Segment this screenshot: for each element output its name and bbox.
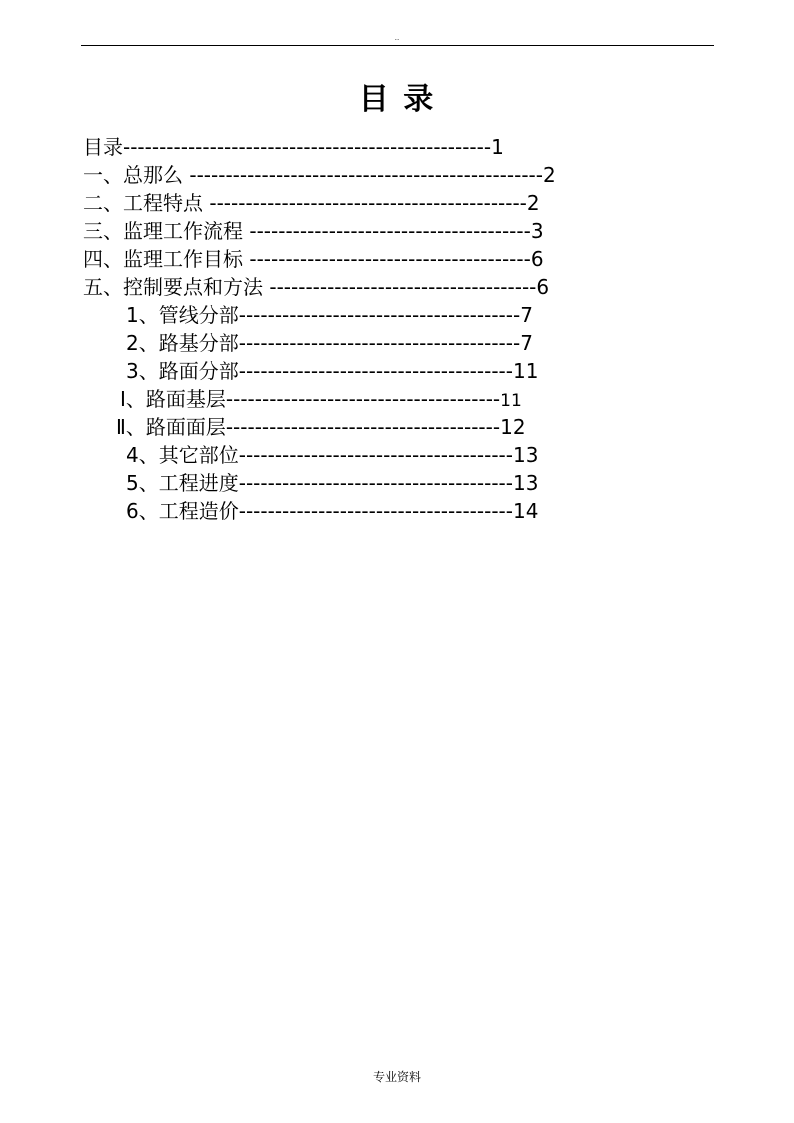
toc-entry-page: 11 [500, 391, 522, 411]
toc-entry-page: 1 [491, 135, 504, 159]
toc-entry-page: 14 [512, 499, 539, 523]
toc-entry-page: 7 [520, 303, 533, 327]
toc-entry[interactable] [83, 189, 540, 217]
page-title: 目 录 [358, 82, 436, 117]
page-footer: 专业资料 [372, 1070, 421, 1084]
toc-entry-leader: --------------------------------------- [243, 219, 531, 243]
toc-entry-leader: --------------------------------------- [238, 331, 521, 355]
toc-entry-leader: -------------------------------------- [225, 415, 501, 439]
toc-entry-label: 3、路面分部 [126, 359, 239, 383]
toc-entry-page: 6 [536, 275, 550, 299]
toc-entry-leader: -------------------------------------- [238, 499, 513, 523]
toc-entry-label: 目录 [83, 135, 123, 159]
toc-entry-leader: -------------------------------------- [238, 359, 513, 383]
toc-entry-page: 6 [530, 247, 544, 271]
toc-entry[interactable] [83, 273, 549, 301]
toc-entry[interactable] [83, 133, 504, 161]
toc-entry-label: Ⅰ、路面基层 [120, 387, 226, 411]
toc-subentry[interactable] [126, 329, 533, 357]
toc-subentry[interactable] [120, 385, 522, 413]
toc-entry-leader: -------------------------------------- [238, 443, 513, 467]
toc-entry[interactable] [83, 245, 544, 273]
toc-subentry[interactable] [126, 301, 533, 329]
toc-entry-label: Ⅱ、路面面层 [116, 415, 226, 439]
header-rule [81, 45, 714, 46]
toc-entry-page: 13 [512, 443, 539, 467]
toc-entry-page: 2 [542, 163, 556, 187]
toc-subentry[interactable] [126, 497, 538, 525]
toc-entry-page: 3 [530, 219, 544, 243]
toc-entry-leader: -------------------------------------- [238, 471, 513, 495]
toc-entry-leader: ------------------------------------------------- [183, 163, 543, 187]
toc-subentry[interactable] [116, 413, 526, 441]
toc-entry-leader: --------------------------------------- [238, 303, 521, 327]
toc-entry-label: 三、监理工作流程 [83, 219, 243, 243]
toc-entry-page: 7 [520, 331, 533, 355]
toc-entry-label: 5、工程进度 [126, 471, 239, 495]
toc-entry-page: 12 [500, 415, 526, 439]
toc-entry-leader: --------------------------------------- [243, 247, 531, 271]
toc-entry-leader: --------------------------------------------------- [123, 135, 492, 159]
toc-entry-leader: ------------------------------------- [263, 275, 537, 299]
toc-subentry[interactable] [126, 441, 538, 469]
toc-entry-label: 四、监理工作目标 [83, 247, 243, 271]
toc-entry-label: 五、控制要点和方法 [83, 275, 263, 299]
toc-subentry[interactable] [126, 469, 538, 497]
toc-entry-label: 1、管线分部 [126, 303, 239, 327]
toc-entry[interactable] [83, 161, 556, 189]
toc-entry-leader: -------------------------------------- [225, 387, 501, 411]
toc-entry-label: 4、其它部位 [126, 443, 239, 467]
toc-entry-page: 11 [512, 359, 539, 383]
toc-entry[interactable] [83, 217, 544, 245]
toc-entry-page: 13 [512, 471, 539, 495]
toc-subentry[interactable] [126, 357, 538, 385]
toc-entry-page: 2 [526, 191, 540, 215]
toc-entry-label: 一、总那么 [83, 163, 183, 187]
toc-entry-label: 二、工程特点 [83, 191, 203, 215]
toc-entry-label: 2、路基分部 [126, 331, 239, 355]
toc-entry-leader: -------------------------------------------- [203, 191, 527, 215]
header-dots: .. [394, 34, 400, 42]
toc-entry-label: 6、工程造价 [126, 499, 239, 523]
